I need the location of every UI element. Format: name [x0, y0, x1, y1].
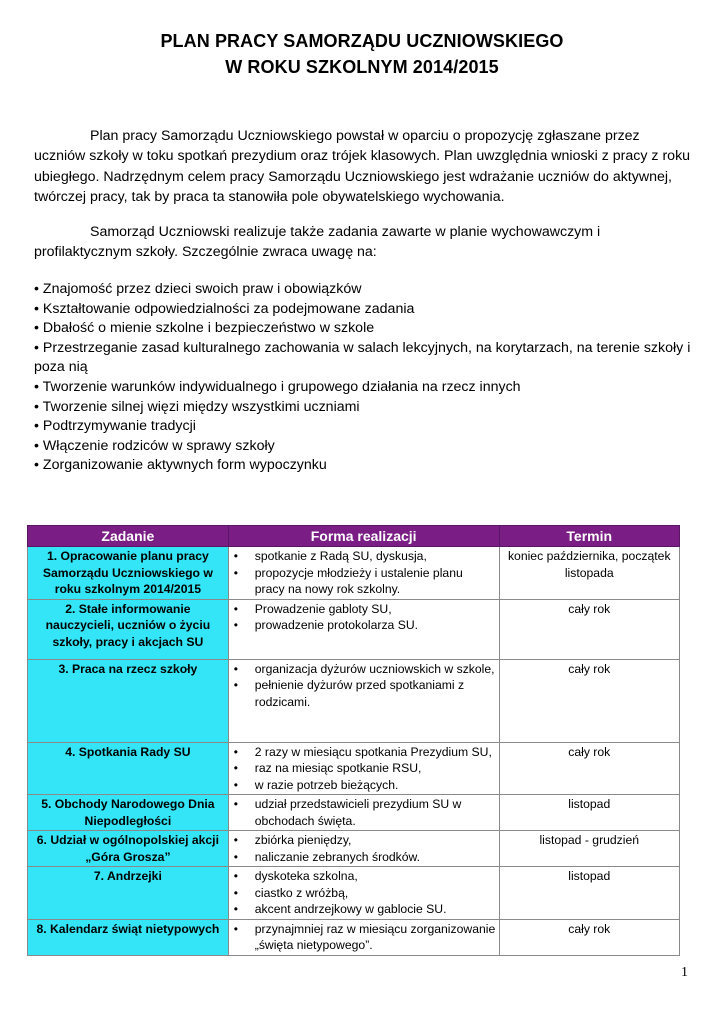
- form-cell: [228, 831, 499, 867]
- form-cell: [228, 795, 499, 831]
- table-row: [28, 867, 680, 920]
- form-cell: [228, 867, 499, 920]
- term-cell: cały rok: [499, 919, 680, 955]
- work-plan-table: [27, 525, 680, 956]
- term-cell: listopad: [499, 867, 680, 920]
- focus-item: • Przestrzeganie zasad kulturalnego zachowania w salach lekcyjnych, na korytarzach, na terenie szkoły i poza nią: [34, 339, 691, 376]
- term-cell: cały rok: [499, 742, 680, 795]
- table-row: [28, 742, 680, 795]
- table-row: [28, 547, 680, 600]
- task-cell: 6. Udział w ogólnopolskiej akcji „Góra Grosza”: [28, 831, 229, 867]
- header-forma-realizacji: Forma realizacji: [228, 526, 499, 547]
- term-cell: cały rok: [499, 659, 680, 742]
- form-item: • zbiórka pieniędzy,: [232, 832, 496, 849]
- task-cell: 7. Andrzejki: [28, 867, 229, 920]
- form-item: • akcent andrzejkowy w gablocie SU.: [232, 901, 496, 918]
- form-item: • pełnienie dyżurów przed spotkaniami z rodzicami.: [232, 677, 496, 710]
- task-cell: 8. Kalendarz świąt nietypowych: [28, 919, 229, 955]
- document-title-line-1: PLAN PRACY SAMORZĄDU UCZNIOWSKIEGO: [160, 31, 564, 51]
- form-item: • raz na miesiąc spotkanie RSU,: [232, 760, 496, 777]
- form-item: • propozycje młodzieży i ustalenie planu pracy na nowy rok szkolny.: [232, 565, 496, 598]
- focus-item: • Włączenie rodziców w sprawy szkoły: [34, 437, 275, 454]
- focus-item: • Zorganizowanie aktywnych form wypoczynku: [34, 457, 327, 474]
- table-row: [28, 795, 680, 831]
- focus-list: [34, 280, 694, 476]
- term-cell: listopad: [499, 795, 680, 831]
- form-item: • udział przedstawicieli prezydium SU w obchodach święta.: [232, 796, 496, 829]
- form-item: • naliczanie zebranych środków.: [232, 849, 496, 866]
- form-item: • organizacja dyżurów uczniowskich w szkole,: [232, 661, 496, 678]
- term-cell: cały rok: [499, 599, 680, 659]
- header-zadanie: Zadanie: [28, 526, 229, 547]
- term-cell: listopad - grudzień: [499, 831, 680, 867]
- intro-paragraph-1-text: Plan pracy Samorządu Uczniowskiego powstał w oparciu o propozycję zgłaszane przez uczniów szkoły w toku spotkań prezydium oraz trójek klasowych. Plan uwzględnia wnioski z pracy z roku ubiegłego. Nadrzędnym celem pracy Samorządu Uczniowskiego jest wdrażanie uczniów do aktywnej, twórczej pracy, tak by praca ta stanowiła pole obywatelskiego wychowania.: [34, 128, 691, 206]
- header-termin: Termin: [499, 526, 680, 547]
- intro-paragraph-2-text: Samorząd Uczniowski realizuje także zadania zawarte w planie wychowawczym i profilaktycznym szkoły. Szczególnie zwraca uwagę na:: [34, 224, 601, 261]
- page-number: 1: [681, 965, 688, 980]
- table-row: [28, 599, 680, 659]
- form-cell: [228, 919, 499, 955]
- form-item: • spotkanie z Radą SU, dyskusja,: [232, 548, 496, 565]
- task-cell: 4. Spotkania Rady SU: [28, 742, 229, 795]
- form-item: • ciastko z wróżbą,: [232, 885, 496, 902]
- term-cell: koniec października, początek listopada: [499, 547, 680, 600]
- form-item: • przynajmniej raz w miesiącu zorganizowanie „święta nietypowego”.: [232, 921, 496, 954]
- form-cell: [228, 547, 499, 600]
- task-cell: 5. Obchody Narodowego Dnia Niepodległości: [28, 795, 229, 831]
- focus-item: • Tworzenie warunków indywidualnego i grupowego działania na rzecz innych: [34, 378, 521, 395]
- task-cell: 2. Stałe informowanie nauczycieli, uczniów o życiu szkoły, pracy i akcjach SU: [28, 599, 229, 659]
- table-row: [28, 659, 680, 742]
- form-item: • w razie potrzeb bieżących.: [232, 777, 496, 794]
- document-title-line-2: W ROKU SZKOLNYM 2014/2015: [225, 57, 499, 77]
- form-cell: [228, 742, 499, 795]
- intro-paragraph-2: [34, 222, 694, 263]
- focus-item: • Podtrzymywanie tradycji: [34, 418, 196, 435]
- form-item: • 2 razy w miesiącu spotkania Prezydium SU,: [232, 744, 496, 761]
- form-item: • Prowadzenie gabloty SU,: [232, 601, 496, 618]
- form-cell: [228, 659, 499, 742]
- table-row: [28, 831, 680, 867]
- focus-item: • Tworzenie silnej więzi między wszystkimi uczniami: [34, 398, 360, 415]
- form-item: • prowadzenie protokolarza SU.: [232, 617, 496, 634]
- form-item: • dyskoteka szkolna,: [232, 868, 496, 885]
- focus-item: • Znajomość przez dzieci swoich praw i obowiązków: [34, 281, 362, 297]
- task-cell: 1. Opracowanie planu pracy Samorządu Uczniowskiego w roku szkolnym 2014/2015: [28, 547, 229, 600]
- form-cell: [228, 599, 499, 659]
- focus-item: • Dbałość o mienie szkolne i bezpieczeństwo w szkole: [34, 320, 375, 337]
- table-header-row: [28, 526, 680, 547]
- task-cell: 3. Praca na rzecz szkoły: [28, 659, 229, 742]
- focus-item: • Kształtowanie odpowiedzialności za podejmowane zadania: [34, 300, 415, 317]
- table-row: [28, 919, 680, 955]
- intro-paragraph-1: [34, 126, 694, 208]
